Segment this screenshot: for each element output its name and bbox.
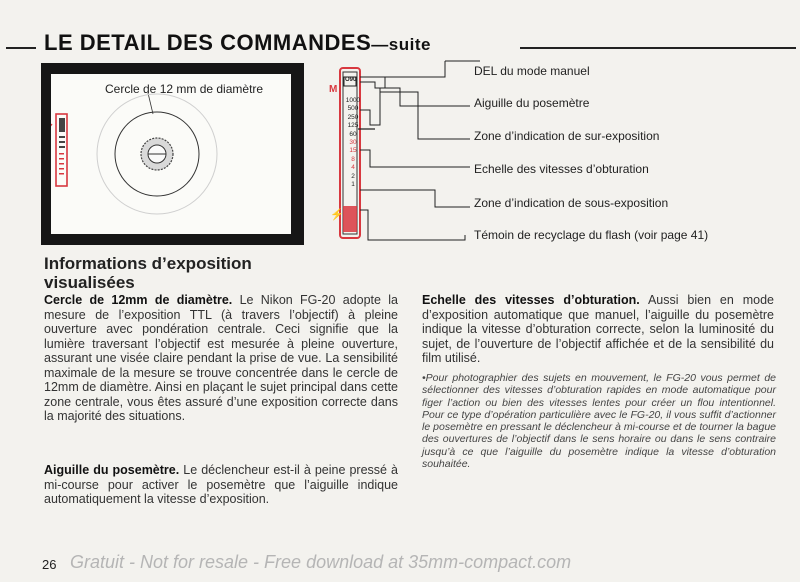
meter-needle-body: Le déclencheur est-il à peine pressé à mi-course pour activer le posemètre que l’aiguille indique automatiquement la vitesse d’exposition. (44, 463, 398, 506)
mini-m-mark (51, 124, 52, 128)
speed-scale (345, 97, 361, 189)
section-title: Informations d’exposition visualisées (44, 254, 252, 292)
speed-value: 15 (349, 147, 357, 155)
callout-manual-led: DEL du mode manuel (474, 64, 590, 78)
mini-scale-red-ticks (59, 153, 64, 175)
speed-value: 250 (347, 113, 359, 121)
speed-list (345, 97, 361, 189)
viewfinder-screen (51, 74, 291, 234)
callout-connectors (360, 61, 480, 240)
callout-underexposure-zone: Zone d’indication de sous-exposition (474, 196, 669, 210)
page-number: 26 (42, 557, 57, 572)
paragraph-metering-circle (44, 293, 398, 424)
mode-m-letter: M (329, 84, 338, 95)
speed-value: 125 (347, 122, 359, 130)
speed-value: 2 (351, 172, 355, 180)
paragraph-shutter-scale (422, 293, 774, 366)
speed-value: 1000 (345, 97, 361, 104)
circle-label: Cercle de 12 mm de diamètre (105, 82, 264, 96)
speed-value: 30 (349, 139, 357, 147)
viewfinder-graphic (51, 74, 291, 234)
shutter-scale-body: Aussi bien en mode d’exposition automatique que manuel, l’aiguille du posemètre indique la vitesse d’obturation correcte, selon la luminosité du sujet, de l’ouverture de l’objectif affichée et de la sensibilité du film utilisé. (422, 293, 775, 365)
callout-shutter-scale: Echelle des vitesses d’obturation (474, 162, 649, 176)
shutter-scale-heading: Echelle des vitesses d’obturation. (422, 293, 640, 307)
metering-circle-body: Le Nikon FG-20 adopte la mesure de l’exposition TTL (à travers l’objectif) à pleine ouverture avec pondération centrale. Ceci signifie que la lumière traversant l’objectif est mesurée à pleine ouverture, assurant une visée claire pendant la prise de vue. La sensibilité maximale de la mesure se trouve concentrée dans le cercle de 12mm de diamètre. Ainsi en plaçant le sujet principal dans cette zone centrale, vous êtes assuré d’une exposition correcte dans la majorité des situations. (44, 293, 398, 423)
speed-value: 4 (351, 164, 355, 172)
manual-led-badge: O90 (345, 77, 357, 83)
header-rule-right (520, 47, 796, 49)
callout-flash-ready: Témoin de recyclage du flash (voir page 41) (474, 228, 709, 242)
callout-overexposure-zone: Zone d’indication de sur-exposition (474, 129, 660, 143)
metering-circle-heading: Cercle de 12mm de diamètre. (44, 293, 233, 307)
flash-icon: ⚡ (330, 209, 344, 221)
speed-value: 8 (351, 155, 355, 163)
note-moving-subjects: •Pour photographier des sujets en mouvement, le FG-20 vous permet de sélectionner des vitesses d’obturation rapides en mode automatique pour figer l’action ou bien des vitesses lentes pour créer un flou intentionnel. Pour ce type d’opération particulière avec le FG-20, il vous suffit d’actionner le posemètre en pressant le déclencheur à mi-course et de tourner la bague des ouvertures de l’objectif dans le sens horaire ou dans le sens contraire jusqu’à ce que l’aiguille du posemètre indique la vitesse d’obturation souhaitée. (422, 372, 776, 471)
speed-value: 1 (351, 181, 355, 189)
shutter-scale-diagram (320, 60, 480, 245)
circle-label-leader (148, 93, 153, 114)
mini-scale-ticks (59, 136, 65, 148)
page-title: LE DETAIL DES COMMANDES—suite (44, 30, 431, 55)
flash-ready-zone (343, 206, 357, 232)
speed-value: 500 (347, 105, 359, 113)
footer-watermark: Gratuit - Not for resale - Free download at 35mm-compact.com (70, 552, 572, 572)
speed-value: 60 (349, 130, 357, 138)
callout-meter-needle: Aiguille du posemètre (474, 96, 590, 110)
paragraph-meter-needle (44, 463, 398, 507)
mini-scale-top (59, 118, 65, 132)
header-rule-left (6, 47, 36, 49)
meter-needle-heading: Aiguille du posemètre. (44, 463, 180, 477)
